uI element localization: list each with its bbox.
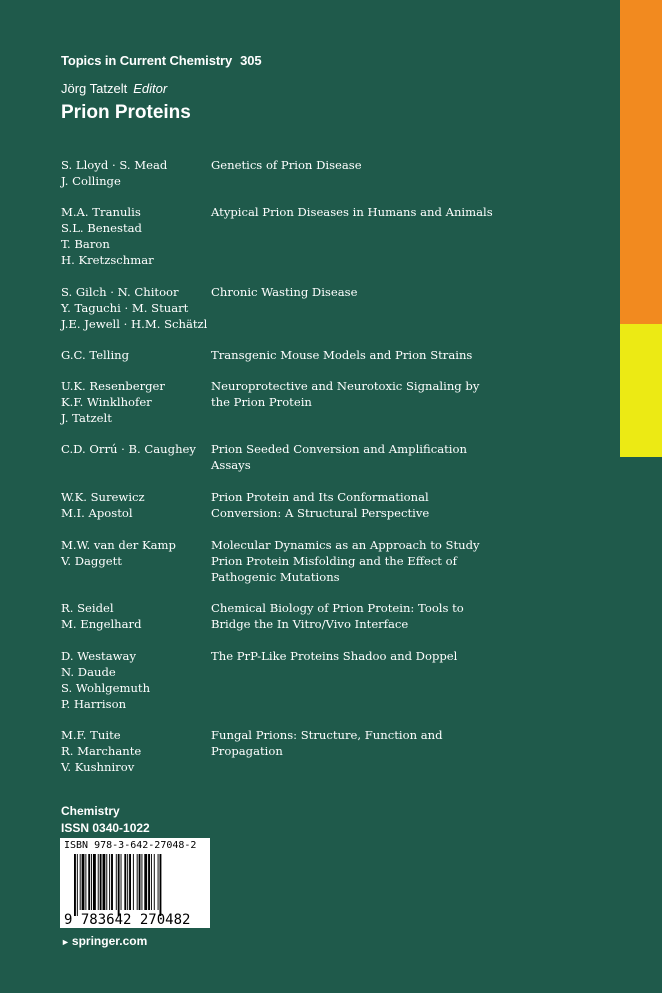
- chapter-line: Prion Seeded Conversion and Amplification: [211, 442, 467, 456]
- author-line: M.F. Tuite: [61, 728, 121, 742]
- chapter-line: the Prion Protein: [211, 395, 312, 409]
- editor-name: Jörg Tatzelt: [61, 81, 128, 96]
- author-line: V. Kushnirov: [61, 760, 135, 774]
- author-line: S. Wohlgemuth: [61, 681, 151, 695]
- barcode-bar: [133, 854, 134, 910]
- book-title: Prion Proteins: [61, 102, 191, 123]
- contents-entry: [61, 378, 611, 426]
- barcode-bar: [106, 854, 107, 910]
- chapter-line: Propagation: [211, 744, 283, 758]
- barcode-bar: [129, 854, 131, 910]
- chapter-line: Neuroprotective and Neurotoxic Signaling by: [211, 379, 480, 393]
- barcode-bar: [139, 854, 141, 910]
- author-line: N. Daude: [61, 665, 116, 679]
- chapter-line: Pathogenic Mutations: [211, 570, 340, 584]
- barcode-bar: [118, 854, 120, 916]
- chapter-line: Fungal Prions: Structure, Function and: [211, 728, 443, 742]
- barcode-bar: [98, 854, 99, 910]
- barcode-bar: [151, 854, 152, 910]
- author-line: T. Baron: [61, 237, 110, 251]
- entry-authors: [61, 378, 206, 426]
- publisher-line: [61, 934, 147, 948]
- entry-authors: [61, 284, 206, 332]
- chapter-line: Prion Protein and Its Conformational: [211, 490, 429, 504]
- barcode-bar: [121, 854, 122, 910]
- barcode-bar: [77, 854, 78, 916]
- entry-authors: [61, 204, 206, 268]
- barcode-bar: [88, 854, 90, 910]
- author-line: R. Seidel: [61, 601, 114, 615]
- entry-authors: [61, 157, 206, 189]
- barcode-bar: [127, 854, 128, 910]
- contents-entry: [61, 600, 611, 632]
- entry-authors: [61, 537, 206, 569]
- author-line: K.F. Winklhofer: [61, 395, 152, 409]
- barcode-bar: [85, 854, 86, 910]
- author-line: H. Kretzschmar: [61, 253, 154, 267]
- barcode-bar: [141, 854, 142, 910]
- contents-entry: [61, 537, 611, 585]
- entry-authors: [61, 441, 206, 457]
- contents-entry: [61, 441, 611, 473]
- entry-chapter-title: [211, 727, 611, 759]
- entry-authors: [61, 648, 206, 712]
- subject-label: Chemistry: [61, 804, 120, 818]
- barcode-bar: [158, 854, 159, 910]
- author-line: S.L. Benestad: [61, 221, 142, 235]
- contents-entry: [61, 648, 611, 712]
- author-line: J.E. Jewell · H.M. Schätzl: [61, 317, 208, 331]
- contents-entry: [61, 284, 611, 332]
- chapter-line: Prion Protein Misfolding and the Effect of: [211, 554, 457, 568]
- author-line: M. Engelhard: [61, 617, 142, 631]
- author-line: S. Lloyd · S. Mead: [61, 158, 168, 172]
- isbn-text: ISBN 978-3-642-27048-2: [64, 840, 197, 851]
- contents-entry: [61, 727, 611, 775]
- author-line: Y. Taguchi · M. Stuart: [61, 301, 189, 315]
- author-line: S. Gilch · N. Chitoor: [61, 285, 179, 299]
- author-line: P. Harrison: [61, 697, 127, 711]
- author-line: M.W. van der Kamp: [61, 538, 176, 552]
- contents-entry: [61, 489, 611, 521]
- barcode-bar: [116, 854, 117, 910]
- chapter-line: Atypical Prion Diseases in Humans and Animals: [211, 205, 493, 219]
- barcode-bar: [103, 854, 106, 910]
- chapter-line: Bridge the In Vitro/Vivo Interface: [211, 617, 409, 631]
- entry-chapter-title: [211, 648, 611, 664]
- publisher-url[interactable]: springer.com: [71, 934, 148, 948]
- chapter-line: Assays: [211, 458, 251, 472]
- entry-chapter-title: [211, 441, 611, 473]
- barcode-bar: [160, 854, 162, 916]
- barcode-graphic: [60, 838, 210, 928]
- entry-chapter-title: [211, 600, 611, 632]
- entry-chapter-title: [211, 537, 611, 585]
- barcode-bar: [148, 854, 150, 910]
- entry-authors: [61, 727, 206, 775]
- author-line: J. Collinge: [61, 174, 121, 188]
- contents-entry: [61, 347, 611, 363]
- series-name: Topics in Current Chemistry: [61, 53, 233, 68]
- chapter-line: Molecular Dynamics as an Approach to Study: [211, 538, 480, 552]
- barcode-bar: [74, 854, 76, 916]
- barcode-bar: [82, 854, 85, 910]
- entry-chapter-title: [211, 489, 611, 521]
- isbn-barcode: [60, 838, 210, 928]
- author-line: R. Marchante: [61, 744, 142, 758]
- author-line: V. Daggett: [61, 554, 122, 568]
- entry-authors: [61, 347, 206, 363]
- chapter-line: Genetics of Prion Disease: [211, 158, 362, 172]
- author-line: C.D. Orrú · B. Caughey: [61, 442, 196, 456]
- barcode-bar: [154, 854, 155, 910]
- entry-chapter-title: [211, 378, 611, 410]
- chapter-line: Transgenic Mouse Models and Prion Strains: [211, 348, 473, 362]
- author-line: J. Tatzelt: [61, 411, 112, 425]
- yellow-spine-strip: [620, 324, 662, 457]
- issn-label: ISSN 0340-1022: [61, 821, 150, 835]
- entry-authors: [61, 489, 206, 521]
- author-line: G.C. Telling: [61, 348, 130, 362]
- chapter-line: Chemical Biology of Prion Protein: Tools to: [211, 601, 464, 615]
- author-line: U.K. Resenberger: [61, 379, 165, 393]
- author-line: M.A. Tranulis: [61, 205, 141, 219]
- barcode-bar: [111, 854, 113, 910]
- series-volume: 305: [240, 53, 262, 68]
- contents-entry: [61, 157, 611, 189]
- barcode-bar: [91, 854, 92, 910]
- entry-authors: [61, 600, 206, 632]
- arrow-icon: ►: [61, 937, 70, 947]
- entry-chapter-title: [211, 157, 611, 173]
- barcode-bar: [80, 854, 81, 910]
- editor-role: Editor: [133, 81, 168, 96]
- barcode-bar: [124, 854, 126, 910]
- author-line: M.I. Apostol: [61, 506, 133, 520]
- table-of-contents: [61, 157, 611, 777]
- barcode-bar: [93, 854, 96, 910]
- contents-entry: [61, 204, 611, 268]
- chapter-line: Conversion: A Structural Perspective: [211, 506, 430, 520]
- barcode-bar: [137, 854, 138, 910]
- entry-chapter-title: [211, 284, 611, 300]
- barcode-bar: [144, 854, 147, 910]
- chapter-line: The PrP-Like Proteins Shadoo and Doppel: [211, 649, 458, 663]
- chapter-line: Chronic Wasting Disease: [211, 285, 358, 299]
- barcode-bar: [100, 854, 102, 910]
- editor-line: [61, 81, 167, 96]
- entry-chapter-title: [211, 347, 611, 363]
- series-line: [61, 53, 262, 68]
- author-line: W.K. Surewicz: [61, 490, 145, 504]
- entry-chapter-title: [211, 204, 611, 220]
- barcode-bar: [109, 854, 110, 910]
- barcode-digits: 9 783642 270482: [64, 912, 191, 928]
- orange-spine-strip: [620, 0, 662, 324]
- author-line: D. Westaway: [61, 649, 136, 663]
